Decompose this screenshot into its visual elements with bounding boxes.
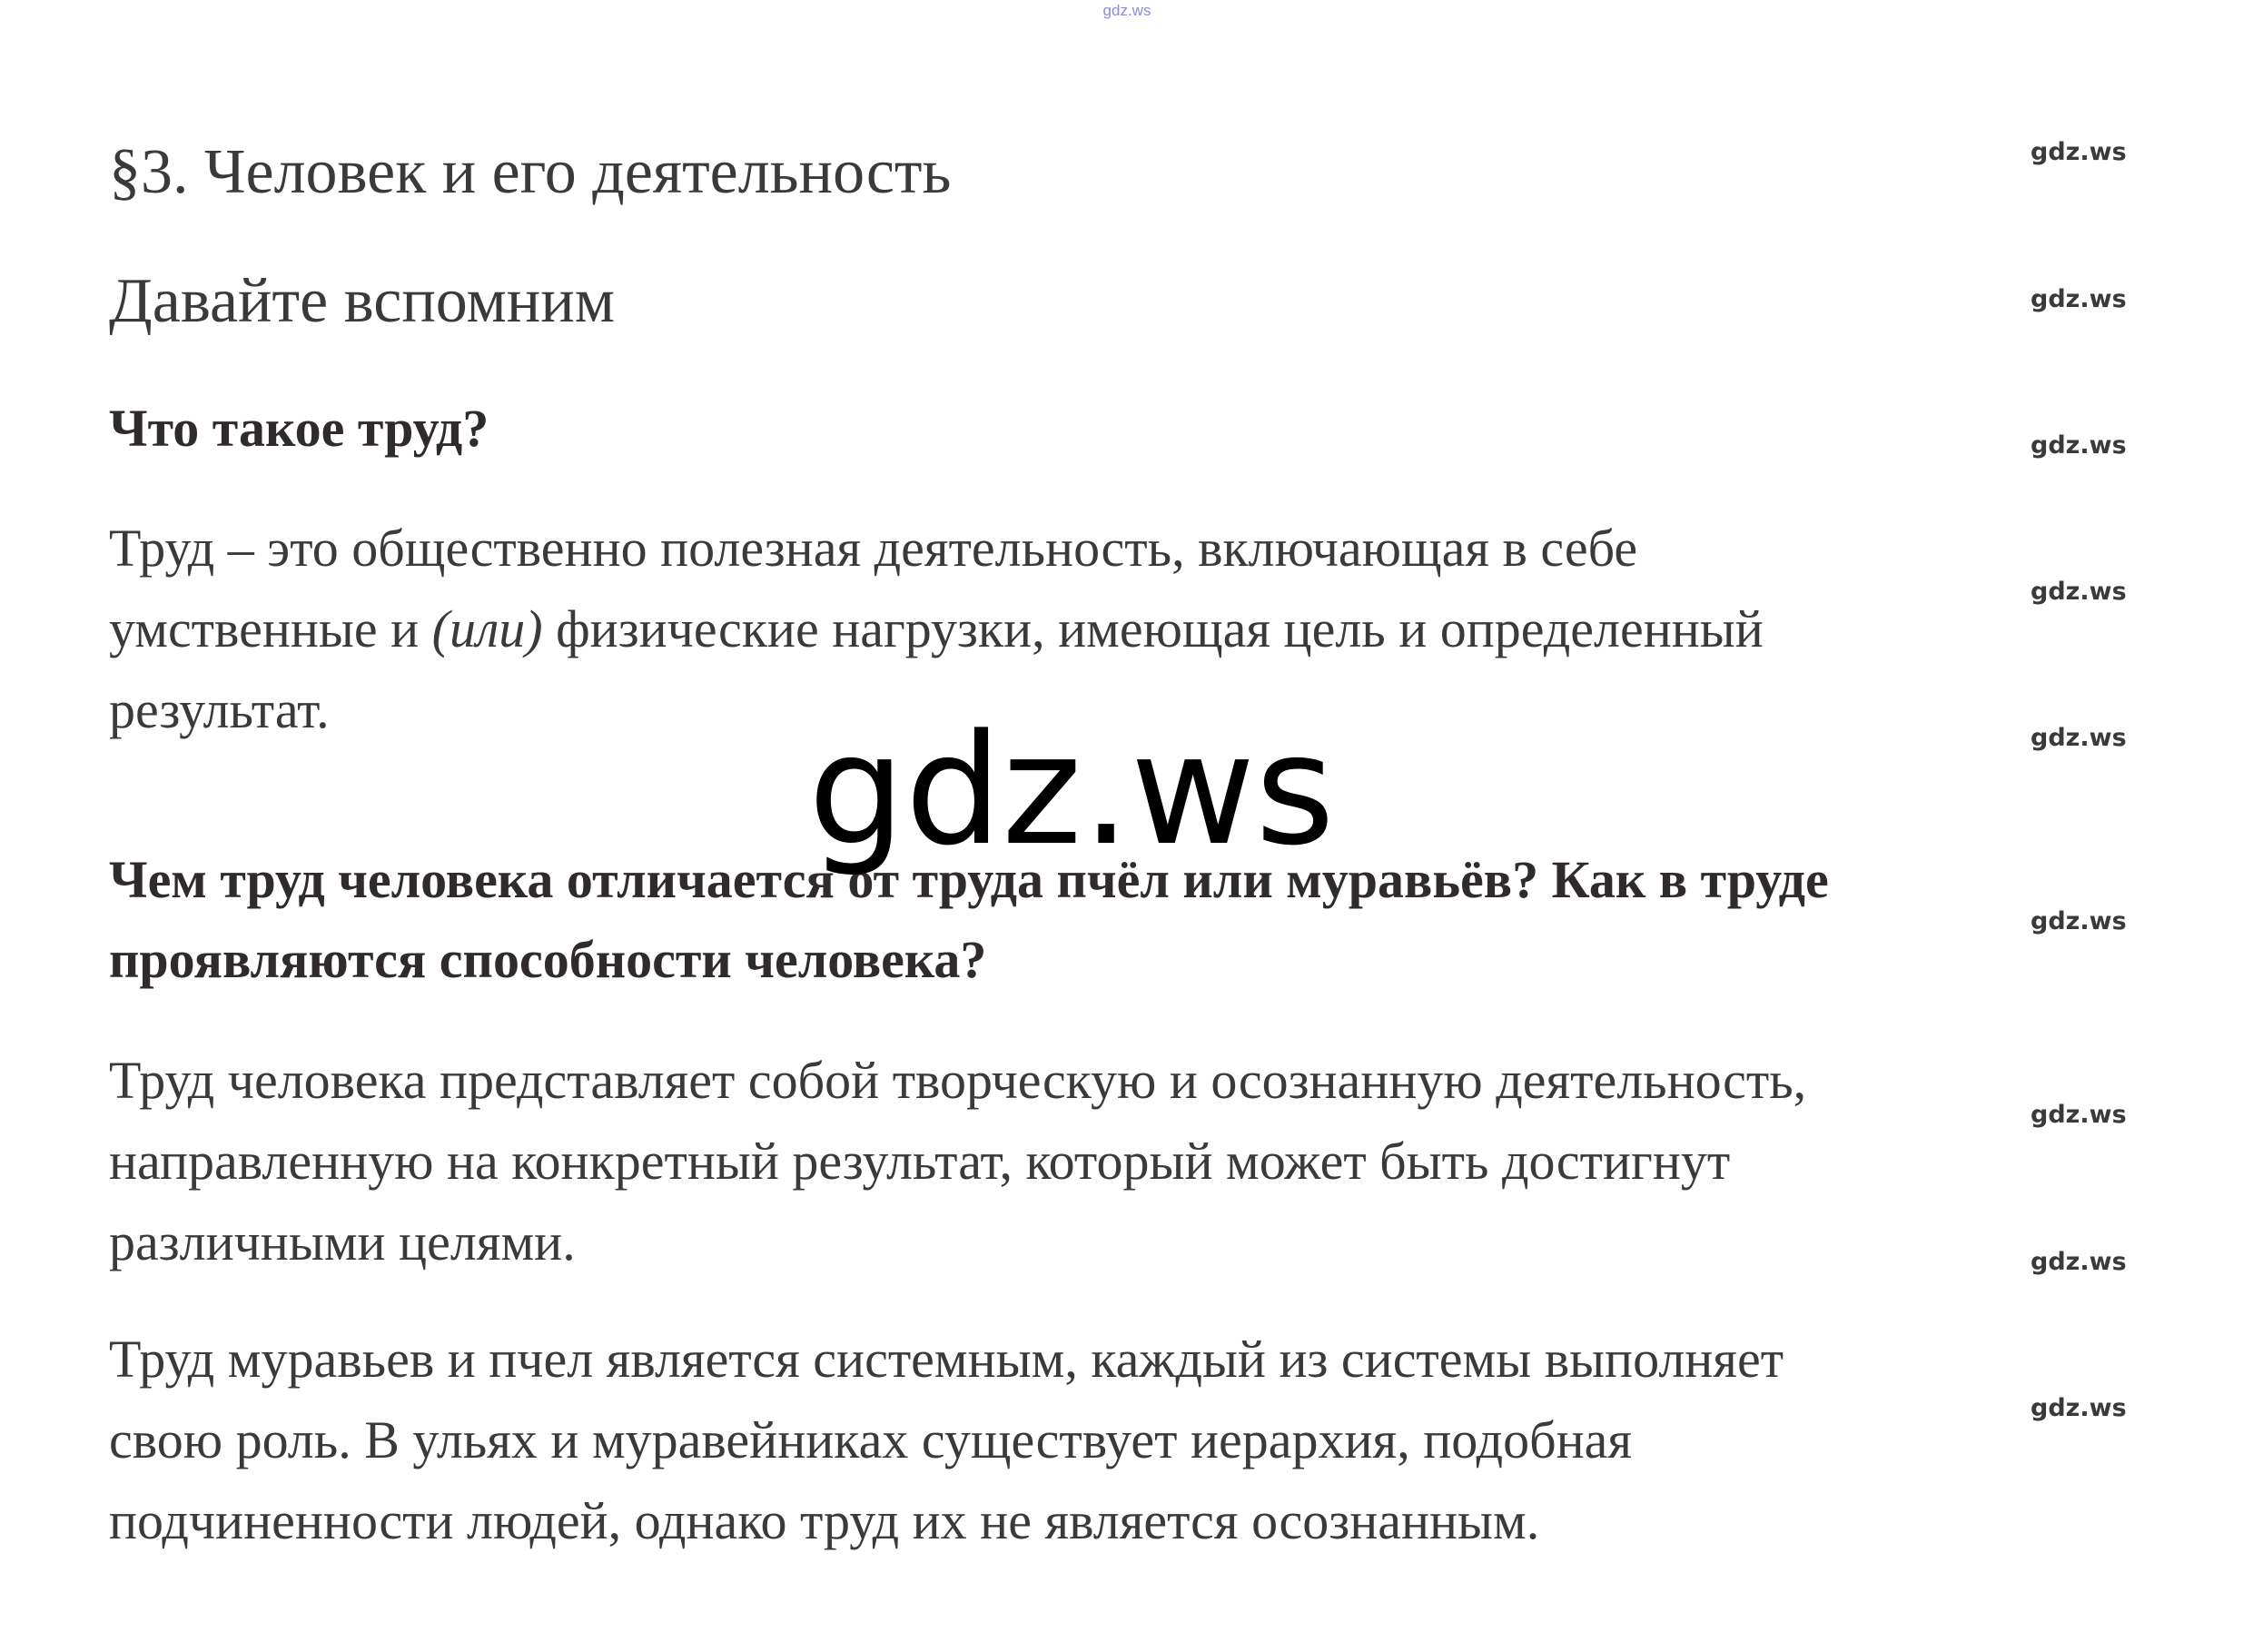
answer-3-line-2: свою роль. В ульях и муравейниках существует иерархия, подобная <box>109 1410 1633 1469</box>
answer-3-line-1: Труд муравьев и пчел является системным, каждый из системы выполняет <box>109 1330 1784 1389</box>
side-watermark: gdz.ws <box>2031 1248 2127 1276</box>
question-1: Что такое труд? <box>109 399 489 458</box>
side-watermark: gdz.ws <box>2031 1101 2127 1129</box>
section-subtitle: Давайте вспомним <box>109 266 615 336</box>
answer-1-line-2-end: физические нагрузки, имеющая цель и определенный <box>542 599 1764 658</box>
side-watermark: gdz.ws <box>2031 1394 2127 1422</box>
answer-3-line-3: подчиненности людей, однако труд их не является осознанным. <box>109 1491 1540 1550</box>
answer-1-line-1: Труд – это общественно полезная деятельность, включающая в себе <box>109 519 1638 578</box>
page-title: §3. Человек и его деятельность <box>109 137 952 207</box>
question-2-line-2: проявляются способности человека? <box>109 930 987 989</box>
side-watermark: gdz.ws <box>2031 907 2127 935</box>
side-watermark: gdz.ws <box>2031 578 2127 606</box>
answer-1-line-3: результат. <box>109 680 330 739</box>
answer-2 <box>109 1040 2143 1282</box>
answer-1-italic-term: (или) <box>431 599 543 658</box>
side-watermark: gdz.ws <box>2031 724 2127 752</box>
side-watermark: gdz.ws <box>2031 285 2127 313</box>
top-watermark: gdz.ws <box>1102 2 1151 19</box>
answer-2-line-2: направленную на конкретный результат, который может быть достигнут <box>109 1132 1731 1191</box>
question-2-line-1: Чем труд человека отличается от труда пчёл или муравьёв? Как в труде <box>109 850 1829 909</box>
side-watermark: gdz.ws <box>2031 431 2127 460</box>
answer-1-line-2-start: умственные и <box>109 599 432 658</box>
answer-3 <box>109 1319 2143 1561</box>
side-watermark: gdz.ws <box>2031 138 2127 166</box>
center-watermark: gdz.ws <box>808 701 1335 879</box>
answer-1-line-2 <box>109 589 2143 669</box>
answer-2-line-1: Труд человека представляет собой творческую и осознанную деятельность, <box>109 1051 1807 1110</box>
answer-2-line-3: различными целями. <box>109 1212 576 1271</box>
